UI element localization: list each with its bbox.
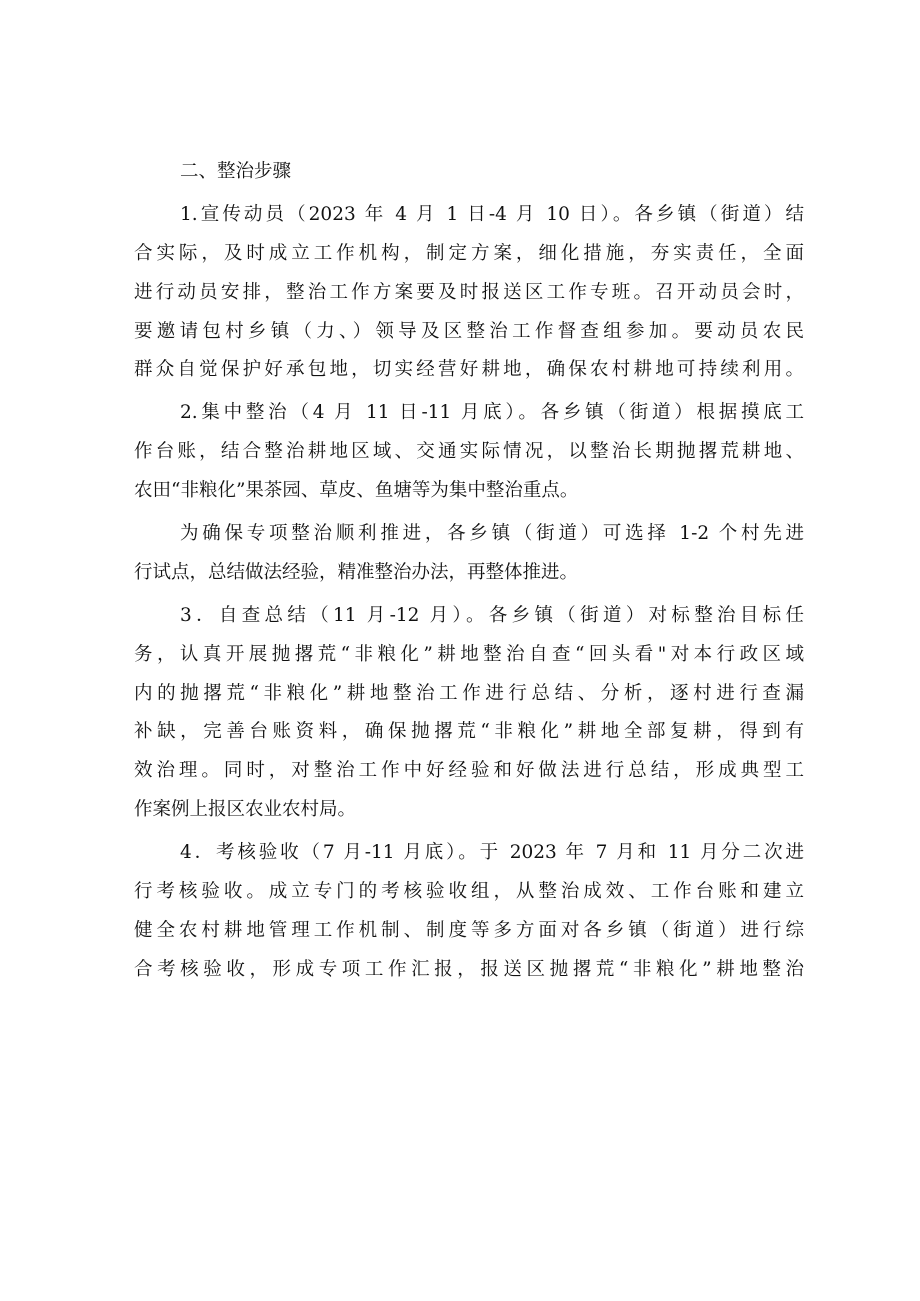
text-line: 内的抛撂荒“非粮化”耕地整治工作进行总结、分析，逐村进行查漏 [134,682,804,704]
text-line: 行考核验收。成立专门的考核验收组，从整治成效、工作台账和建立 [134,881,804,903]
text-line: 为确保专项整治顺利推进，各乡镇（街道）可选择 1-2 个村先进 [180,523,804,545]
text-line: 合实际，及时成立工作机构，制定方案，细化措施，夯实责任，全面 [134,242,804,264]
text-line: 农田“非粮化”果茶园、草皮、鱼塘等为集中整治重点。 [134,480,579,502]
text-line: 效治理。同时，对整治工作中好经验和好做法进行总结，形成典型工 [134,760,804,782]
text-line: 进行动员安排，整治工作方案要及时报送区工作专班。召开动员会时， [134,281,804,303]
text-line: 1.宣传动员（2023 年 4 月 1 日-4 月 10 日）。各乡镇（街道）结 [180,203,804,225]
text-line: 要邀请包村乡镇（力、）领导及区整治工作督查组参加。要动员农民 [134,320,804,342]
paragraph-2 [134,394,804,511]
text-line: 作台账，结合整治耕地区域、交通实际情况，以整治长期抛撂荒耕地、 [134,441,804,463]
text-line: 4．考核验收（7 月-11 月底）。于 2023 年 7 月和 11 月分二次进 [180,842,804,864]
paragraph-1 [134,196,804,390]
text-line: 补缺，完善台账资料，确保抛撂荒“非粮化”耕地全部复耕，得到有 [134,721,804,743]
paragraph-5 [134,834,804,990]
text-line: 健全农村耕地管理工作机制、制度等多方面对各乡镇（街道）进行综 [134,919,804,941]
text-line: 务，认真开展抛撂荒“非粮化”耕地整治自查“回头看"对本行政区域 [134,643,804,665]
section-heading: 二、整治步骤 [180,161,292,182]
text-line: 3．自查总结（11 月-12 月）。各乡镇（街道）对标整治目标任 [180,604,804,626]
text-line: 合考核验收，形成专项工作汇报，报送区抛撂荒“非粮化”耕地整治 [134,958,804,980]
paragraph-4 [134,597,804,830]
text-line: 2.集中整治（4 月 11 日-11 月底）。各乡镇（街道）根据摸底工 [180,402,804,424]
text-line: 作案例上报区农业农村局。 [134,799,357,821]
text-line: 行试点，总结做法经验，精准整治办法，再整体推进。 [134,561,579,583]
text-line: 群众自觉保护好承包地，切实经营好耕地，确保农村耕地可持续利用。 [134,359,804,381]
paragraph-3 [134,515,804,593]
document-body [134,153,804,990]
